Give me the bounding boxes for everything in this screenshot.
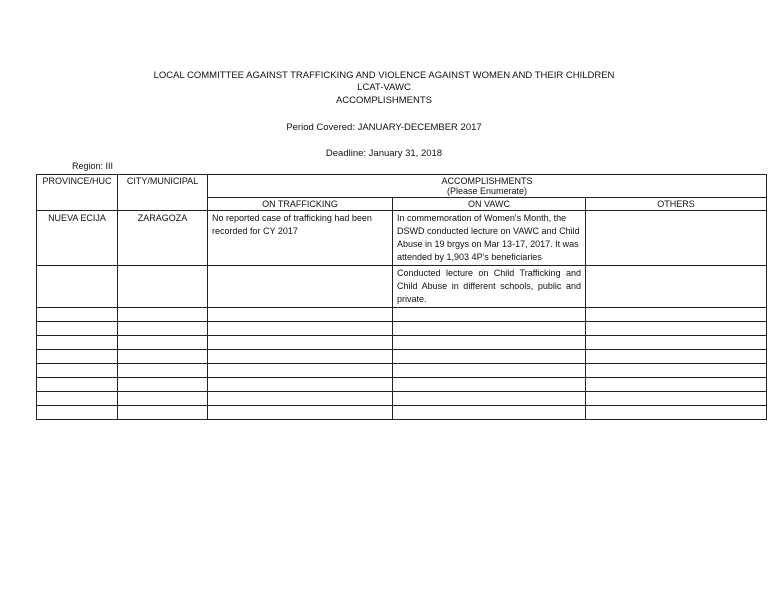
- trafficking-cell: No reported case of trafficking had been recorded for CY 2017: [208, 211, 393, 266]
- empty-cell: [586, 364, 767, 378]
- trafficking-header: ON TRAFFICKING: [208, 198, 393, 211]
- empty-cell: [586, 322, 767, 336]
- province-header: PROVINCE/HUC: [37, 175, 118, 211]
- empty-cell: [393, 364, 586, 378]
- empty-row: [37, 392, 767, 406]
- empty-cell: [586, 406, 767, 420]
- empty-cell: [393, 308, 586, 322]
- accomplishments-header: [208, 175, 767, 198]
- empty-cell: [586, 350, 767, 364]
- report-section: ACCOMPLISHMENTS: [335, 95, 433, 106]
- empty-cell: [208, 392, 393, 406]
- empty-cell: [118, 308, 208, 322]
- empty-cell: [37, 322, 118, 336]
- empty-cell: [393, 406, 586, 420]
- empty-cell: [393, 350, 586, 364]
- accomplishments-header-note: (Please Enumerate): [446, 186, 528, 196]
- table-row: [37, 266, 767, 308]
- region-label: Region: III: [72, 161, 114, 171]
- empty-cell: [586, 336, 767, 350]
- vawc-cell: In commemoration of Women's Month, the DSWD conducted lecture on VAWC and Child Abuse in 19 brgys on Mar 13-17, 2017. It was attended by 1,903 4P's beneficiaries: [393, 211, 586, 266]
- empty-cell: [37, 392, 118, 406]
- deadline: Deadline: January 31, 2018: [325, 148, 443, 159]
- header-row-1: [37, 175, 767, 198]
- empty-cell: [586, 378, 767, 392]
- report-title: LOCAL COMMITTEE AGAINST TRAFFICKING AND VIOLENCE AGAINST WOMEN AND THEIR CHILDREN: [153, 70, 615, 81]
- empty-cell: [118, 364, 208, 378]
- empty-cell: [118, 392, 208, 406]
- accomplishments-header-label: ACCOMPLISHMENTS: [441, 176, 533, 186]
- table-row: [37, 211, 767, 266]
- empty-cell: [393, 392, 586, 406]
- empty-row: [37, 308, 767, 322]
- empty-cell: [118, 322, 208, 336]
- city-cell: [118, 266, 208, 308]
- empty-cell: [118, 406, 208, 420]
- report-subtitle: LCAT-VAWC: [357, 82, 411, 93]
- empty-cell: [208, 350, 393, 364]
- others-cell: [586, 266, 767, 308]
- empty-cell: [208, 308, 393, 322]
- empty-cell: [208, 406, 393, 420]
- empty-cell: [208, 364, 393, 378]
- empty-cell: [393, 336, 586, 350]
- empty-cell: [393, 378, 586, 392]
- empty-cell: [118, 336, 208, 350]
- empty-cell: [37, 308, 118, 322]
- city-header: CITY/MUNICIPAL: [118, 175, 208, 211]
- empty-cell: [118, 378, 208, 392]
- trafficking-cell: [208, 266, 393, 308]
- province-cell: [37, 266, 118, 308]
- accomplishments-table: [36, 174, 767, 420]
- empty-cell: [208, 378, 393, 392]
- empty-row: [37, 336, 767, 350]
- empty-cell: [37, 406, 118, 420]
- vawc-cell: Conducted lecture on Child Trafficking and Child Abuse in different schools, public and private.: [393, 266, 586, 308]
- vawc-header: ON VAWC: [393, 198, 586, 211]
- empty-cell: [393, 322, 586, 336]
- empty-cell: [208, 322, 393, 336]
- empty-cell: [37, 378, 118, 392]
- period-covered: Period Covered: JANUARY-DECEMBER 2017: [286, 122, 482, 133]
- empty-row: [37, 406, 767, 420]
- empty-row: [37, 364, 767, 378]
- empty-cell: [118, 350, 208, 364]
- city-cell: ZARAGOZA: [118, 211, 208, 266]
- others-cell: [586, 211, 767, 266]
- empty-row: [37, 378, 767, 392]
- empty-cell: [37, 350, 118, 364]
- empty-cell: [37, 336, 118, 350]
- empty-cell: [586, 308, 767, 322]
- province-cell: NUEVA ECIJA: [37, 211, 118, 266]
- empty-cell: [208, 336, 393, 350]
- empty-cell: [37, 364, 118, 378]
- empty-row: [37, 322, 767, 336]
- others-header: OTHERS: [586, 198, 767, 211]
- empty-cell: [586, 392, 767, 406]
- empty-row: [37, 350, 767, 364]
